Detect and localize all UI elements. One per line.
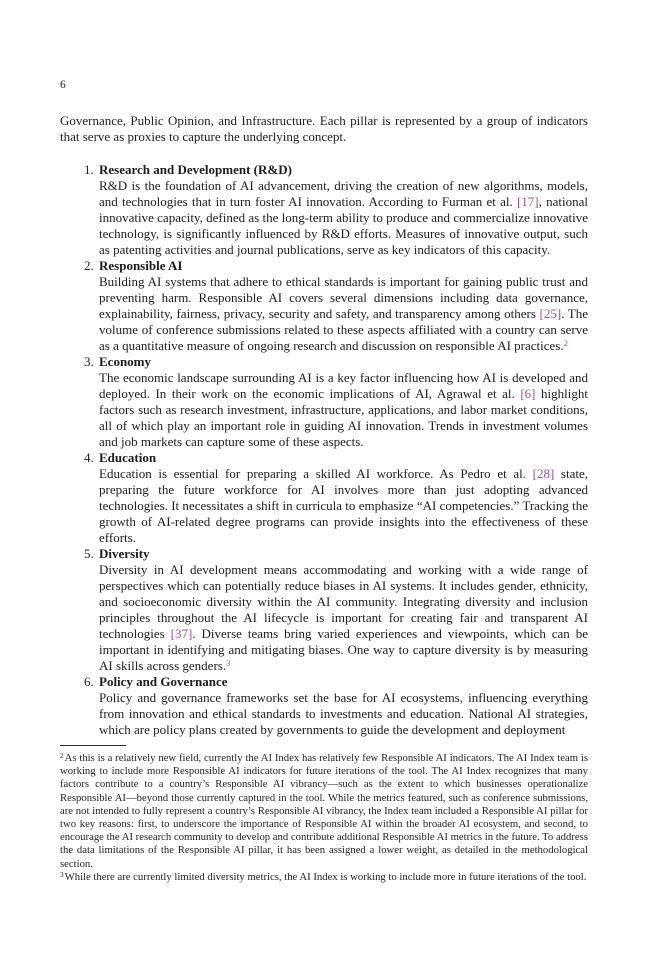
footnotes-section xyxy=(60,745,588,884)
footnote xyxy=(60,752,588,871)
pillar-list-item xyxy=(60,674,588,738)
item-number: 1. xyxy=(84,162,94,177)
pillar-body xyxy=(99,690,588,738)
footnote-marker: 3 xyxy=(60,870,64,879)
citation-link[interactable]: [25] xyxy=(539,306,562,321)
item-number: 4. xyxy=(84,450,94,465)
pillar-list xyxy=(60,162,588,738)
citation-link[interactable]: [37] xyxy=(170,626,193,641)
page-number: 6 xyxy=(60,79,66,91)
text-segment: R&D is the foundation of AI advancement, driving the creation of new algorithms, models, and technologies that in turn foster AI innovation. According to Furman et al. xyxy=(99,178,588,209)
page-content xyxy=(60,113,588,738)
footnote-text: While there are currently limited diversity metrics, the AI Index is working to include more in future iterations of the tool. xyxy=(64,870,587,883)
text-segment: highlight factors such as research investment, infrastructure, applications, and labor market conditions, all of which play an important role in guiding AI innovation. Trends in investment volumes and job markets can capture some of these aspects. xyxy=(99,386,589,449)
text-segment: The economic landscape surrounding AI is a key factor influencing how AI is developed and deployed. In their work on the economic implications of AI, Agrawal et al. xyxy=(99,370,588,401)
pillar-list-item xyxy=(60,162,588,258)
footnote xyxy=(60,871,588,884)
footnote-ref-link[interactable]: 2 xyxy=(563,338,569,349)
pillar-list-item xyxy=(60,258,588,354)
footnote-text: As this is a relatively new field, currently the AI Index has relatively few Responsible AI indicators. The AI Index team is working to include more Responsible AI indicators for future iterations of the tool. The AI Index recognizes that many factors contribute to a country’s Responsible AI vibrancy—such as the extent to which businesses operationalize Responsible AI—beyond those currently captured in the tool. While the metrics featured, such as conference submissions, are not intended to fully represent a country’s Responsible AI vibrancy, the Index team included a Responsible AI pillar for two key reasons: first, to underscore the importance of Responsible AI within the broader AI ecosystem, and second, to encourage the AI research community to develop and contribute additional Responsible AI metrics in the future. To address the data limitations of the Responsible AI pillar, it has been assigned a lower weight, as detailed in the methodological section. xyxy=(60,752,588,870)
text-segment: , national innovative capacity, defined as the long-term ability to produce and commercialize innovative technology, is significantly influenced by R&D efforts. Measures of innovative output, such as patenting activities and journal publications, serve as key indicators of this capacity. xyxy=(99,194,588,257)
pillar-title: Research and Development (R&D) xyxy=(99,162,292,177)
footnote-separator-rule xyxy=(60,745,126,746)
item-number: 3. xyxy=(84,354,94,369)
citation-link[interactable]: [17] xyxy=(516,194,539,209)
text-segment: Policy and governance frameworks set the base for AI ecosystems, influencing everything from innovation and ethical standards to investments and education. National AI strategies, which are policy plans created by governments to guide the development and deployment xyxy=(99,690,588,737)
pillar-title: Diversity xyxy=(99,546,150,561)
pillar-body xyxy=(99,370,588,450)
pillar-title: Economy xyxy=(99,354,151,369)
footnote-ref-link[interactable]: 3 xyxy=(226,658,231,669)
footnote-list xyxy=(60,752,588,884)
text-segment: . Diverse teams bring varied experiences and viewpoints, which can be important in identifying and mitigating biases. One way to capture diversity is by measuring AI skills across genders. xyxy=(99,626,588,673)
citation-link[interactable]: [28] xyxy=(532,466,555,481)
pillar-title: Policy and Governance xyxy=(99,674,228,689)
text-segment: state, preparing the future workforce for AI involves more than just adopting advanced technologies. It necessitates a shift in curricula to emphasize “AI competencies.” Tracking the growth of AI-related degree programs can provide insights into the effectiveness of these efforts. xyxy=(99,466,588,545)
pillar-list-item xyxy=(60,354,588,450)
pillar-body xyxy=(99,274,588,354)
item-number: 2. xyxy=(84,258,94,273)
pillar-list-item xyxy=(60,450,588,546)
pillar-body xyxy=(99,466,588,546)
item-number: 6. xyxy=(84,674,94,689)
item-number: 5. xyxy=(84,546,94,561)
text-segment: Diversity in AI development means accommodating and working with a wide range of perspectives which can potentially reduce biases in AI systems. It includes gender, ethnicity, and socioeconomic diversity within the AI community. Integrating diversity and inclusion principles throughout the AI lifecycle is important for creating fair and transparent AI technologies xyxy=(99,562,588,641)
text-segment: . The volume of conference submissions related to these aspects affiliated with a country can serve as a quantitative measure of ongoing research and discussion on responsible AI practices. xyxy=(99,306,588,353)
footnote-marker: 2 xyxy=(60,751,64,760)
citation-link[interactable]: [6] xyxy=(520,386,536,401)
pillar-title: Responsible AI xyxy=(99,258,183,273)
text-segment: Building AI systems that adhere to ethical standards is important for gaining public trust and preventing harm. Responsible AI covers several dimensions including data governance, explainability, fairness, privacy, security and safety, and transparency among others xyxy=(99,274,588,321)
pillar-body xyxy=(99,562,588,674)
text-segment: Education is essential for preparing a skilled AI workforce. As Pedro et al. xyxy=(99,466,533,481)
pillar-list-item xyxy=(60,546,588,674)
pillar-title: Education xyxy=(99,450,157,465)
pillar-body xyxy=(99,178,588,258)
intro-paragraph: Governance, Public Opinion, and Infrastructure. Each pillar is represented by a group of indicators that serve as proxies to capture the underlying concept. xyxy=(60,113,588,144)
